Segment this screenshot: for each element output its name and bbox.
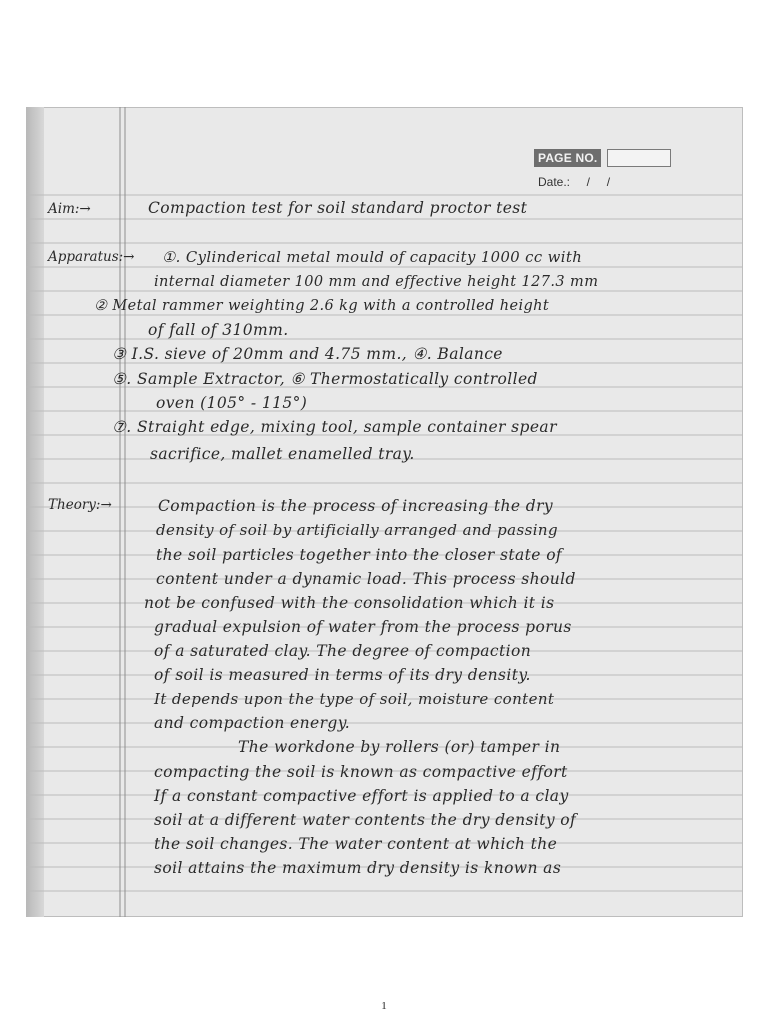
date-label: Date.: / / [538,175,611,189]
apparatus-line: ③ I.S. sieve of 20mm and 4.75 mm., ④. Balance [112,345,503,363]
apparatus-line: ⑦. Straight edge, mixing tool, sample container spear [112,418,557,436]
apparatus-line: oven (105° - 115°) [156,394,308,412]
theory-line: and compaction energy. [154,714,351,732]
aim-text: Compaction test for soil standard proctor test [148,199,528,217]
theory-line: content under a dynamic load. This process should [156,570,576,588]
page-number: 1 [381,1000,387,1012]
notebook-page [26,107,743,917]
theory-line: compacting the soil is known as compactive effort [154,763,568,781]
theory-line: soil at a different water contents the dry density of [154,811,577,829]
theory-line: density of soil by artificially arranged and passing [156,521,558,539]
theory-line: the soil changes. The water content at which the [154,835,558,853]
theory-line: of a saturated clay. The degree of compaction [154,642,532,660]
theory-line: Compaction is the process of increasing the dry [158,497,554,515]
apparatus-label: Apparatus:→ [48,249,135,265]
apparatus-line: ⑤. Sample Extractor, ⑥ Thermostatically controlled [112,370,538,388]
theory-line: the soil particles together into the closer state of [156,546,563,564]
page-number-box [534,149,671,167]
apparatus-line: sacrifice, mallet enamelled tray. [150,445,415,463]
apparatus-line: ② Metal rammer weighting 2.6 kg with a controlled height [94,298,550,314]
apparatus-line: internal diameter 100 mm and effective height 127.3 mm [154,274,599,290]
theory-line: It depends upon the type of soil, moisture content [154,690,555,708]
theory-label: Theory:→ [48,497,112,513]
apparatus-line: ①. Cylinderical metal mould of capacity 1000 cc with [162,249,583,266]
theory-line: not be confused with the consolidation which it is [144,594,555,612]
apparatus-line: of fall of 310mm. [148,321,289,339]
theory-line: soil attains the maximum dry density is known as [154,859,562,877]
aim-label: Aim:→ [48,201,91,217]
page-no-label: PAGE NO. [534,149,601,167]
theory-line: gradual expulsion of water from the process porus [154,618,572,636]
theory-line: of soil is measured in terms of its dry density. [154,666,531,684]
theory-line: The workdone by rollers (or) tamper in [238,738,561,756]
page-no-field [607,149,671,167]
theory-line: If a constant compactive effort is applied to a clay [154,787,569,805]
